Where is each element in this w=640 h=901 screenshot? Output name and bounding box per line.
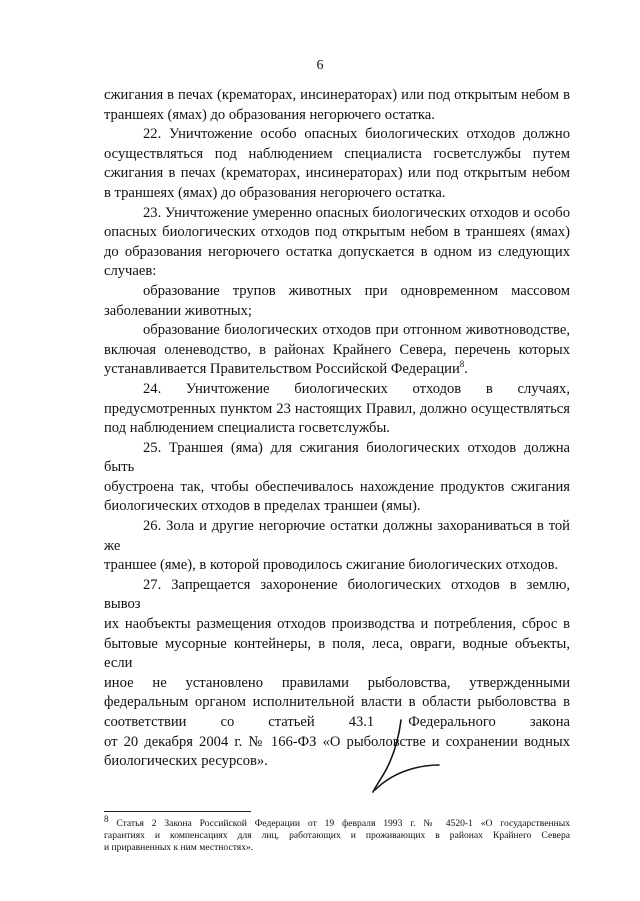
text-line: бытовые мусорные контейнеры, в поля, леса, овраги, водные объекты, если (104, 635, 570, 672)
text-line: образование трупов животных при одновременном массовом (143, 282, 570, 299)
footnote-reference: 8 (459, 359, 465, 370)
paragraph-p22 (104, 125, 570, 203)
text-line: биологических отходов в пределах траншеи (ямы). (104, 498, 421, 515)
text-line: 27. Запрещается захоронение биологических отходов в землю, вывоз (104, 576, 570, 613)
text-line: сжигания в печах (крематорах, инсинераторах) или под открытым небом в (104, 87, 570, 103)
text-line: предусмотренных пунктом 23 настоящих Правил, должно осуществляться (104, 400, 570, 417)
text-line: траншее (яме), в которой проводилось сжигание биологических отходов. (104, 557, 559, 574)
text-line: осуществляться под наблюдением специалиста госветслужбы путем (104, 145, 570, 162)
footnote-marker: 8 (104, 813, 109, 824)
paragraph-p24 (104, 380, 570, 439)
text-line: заболевании животных; (104, 302, 252, 319)
text-line: от 20 декабря 2004 г. № 166-ФЗ «О рыболовстве и сохранении водных (104, 733, 570, 750)
text-line: иное не установлено правилами рыболовства, утвержденными (104, 674, 570, 691)
text-line: федеральным органом исполнительной власти в области рыболовства в (104, 694, 570, 711)
text-line: до образования негорючего остатка допускается в одном из следующих (104, 243, 570, 260)
text-line: обустроена так, чтобы обеспечивалось нахождение продуктов сжигания (104, 478, 570, 495)
paragraph-p26 (104, 517, 570, 576)
paragraph-p25 (104, 439, 570, 517)
page-number: 6 (316, 58, 324, 73)
text-line: 26. Зола и другие негорючие остатки должны захораниваться в той же (104, 518, 570, 554)
text-line: в траншеях (ямах) до образования негорючего остатка. (104, 184, 446, 201)
text-line: под наблюдением специалиста госветслужбы. (104, 420, 390, 437)
paragraph-p-cont (104, 86, 570, 125)
text-line: сжигания в печах (крематорах, инсинераторах) или под открытым небом (104, 165, 570, 182)
text-line: случаев: (104, 263, 157, 280)
handwritten-signature (365, 718, 445, 798)
footnote-line: $^8$ Статья 2 Закона Российской Федерации от 19 февраля 1993 г. № 4520-1 «О государственных (104, 813, 570, 829)
footnote-separator (104, 811, 251, 812)
document-body (104, 86, 570, 772)
text-line: устанавливается Правительством Российской Федерации$^8$. (104, 359, 468, 378)
text-line: 23. Уничтожение умеренно опасных биологических отходов и особо (143, 204, 570, 221)
text-line: их наобъекты размещения отходов производства и потребления, сброс в (104, 616, 570, 633)
text-line: соответствии со статьей 43.1 Федерального закона (104, 714, 570, 730)
paragraph-p23b (104, 321, 570, 380)
text-line: траншеях (ямах) до образования негорючего остатка. (104, 106, 435, 123)
text-line: биологических ресурсов». (104, 753, 268, 770)
text-line: 24. Уничтожение биологических отходов в случаях, (143, 380, 570, 397)
footnote-line: гарантиях и компенсациях для лиц, работающих и проживающих в районах Крайнего Севера (104, 830, 570, 841)
text-line: включая оленеводство, в районах Крайнего Севера, перечень которых (104, 341, 570, 358)
text-line: опасных биологических отходов под открытым небом в траншеях (ямах) (104, 224, 570, 241)
text-line: 22. Уничтожение особо опасных биологических отходов должно (143, 126, 570, 143)
footnote-line: и приравненных к ним местностях». (104, 842, 254, 853)
text-line: 25. Траншея (яма) для сжигания биологических отходов должна быть (104, 439, 570, 476)
paragraph-p23a (104, 282, 570, 321)
text-line: образование биологических отходов при отгонном животноводстве, (143, 322, 570, 339)
paragraph-p27 (104, 576, 570, 772)
paragraph-p23 (104, 204, 570, 282)
footnote (104, 813, 570, 854)
